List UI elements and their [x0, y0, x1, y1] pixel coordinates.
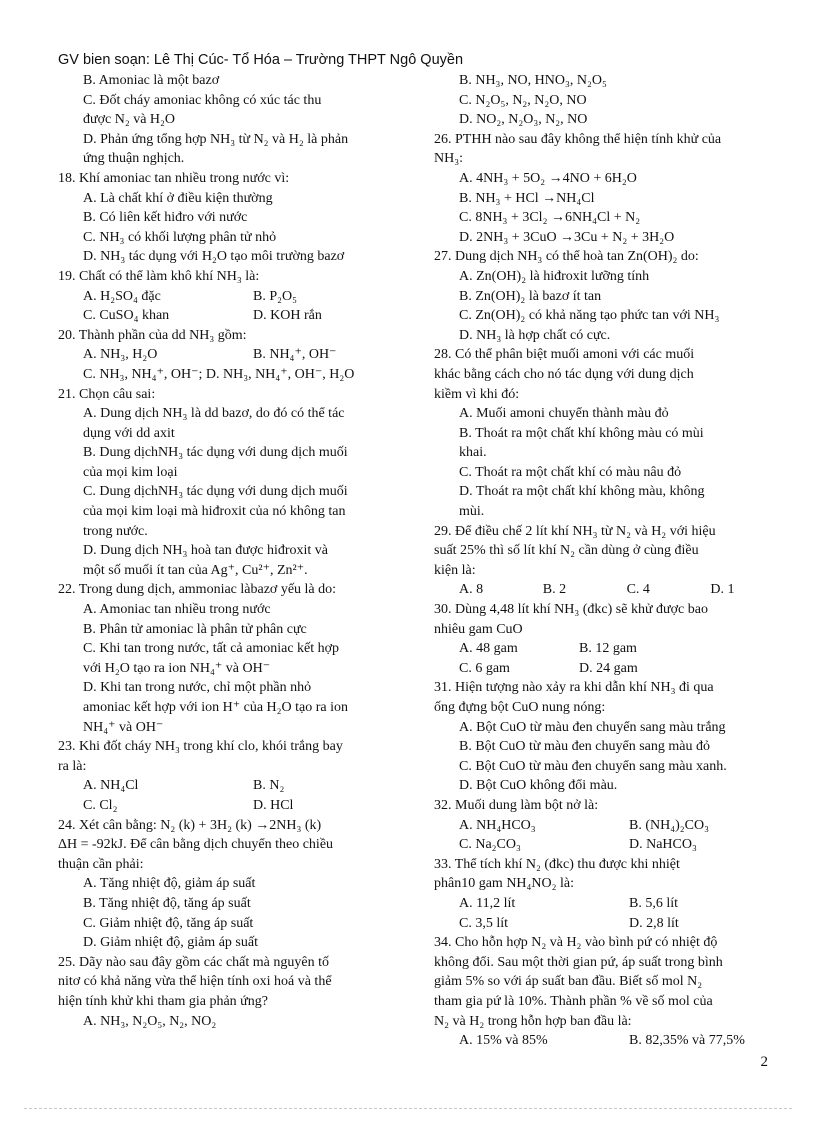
q20-option-cd: C. NH₃, NH₄⁺, OH⁻; D. NH₃, NH₄⁺, OH⁻, H₂O	[83, 366, 355, 382]
q22-option-d-cont2: NH₄⁺ và OH⁻	[83, 719, 164, 735]
q24-option-d: D. Giảm nhiệt độ, giảm áp suất	[83, 935, 258, 951]
q32-stem: 32. Muối dung làm bột nở là:	[434, 797, 599, 813]
q30-option-b: B. 12 gam	[579, 641, 637, 657]
q19-stem: 19. Chất có thể làm khô khí NH₃ là:	[58, 268, 260, 284]
question-25-continued	[434, 71, 769, 130]
q31-option-d: D. Bột CuO không đổi màu.	[459, 778, 618, 794]
question-32	[434, 796, 769, 855]
question-31	[434, 678, 769, 796]
q25-option-d: D. NO₂, N₂O₃, N₂, NO	[459, 112, 588, 128]
question-20	[58, 326, 418, 385]
question-34	[434, 933, 769, 1051]
q21-option-d-cont: một số muối ít tan của Ag⁺, Cu²⁺, Zn²⁺.	[83, 562, 308, 578]
q30-option-a: A. 48 gam	[459, 641, 518, 657]
footer-divider	[24, 1108, 792, 1109]
q30-stem-cont: nhiêu gam CuO	[434, 621, 523, 637]
q34-stem-cont4: N₂ và H₂ trong hỗn hợp ban đầu là:	[434, 1013, 632, 1029]
q17-option-c: C. Đốt cháy amoniac không có xúc tác thu	[83, 92, 322, 108]
q28-option-b: B. Thoát ra một chất khí không màu có mùi	[459, 425, 704, 441]
q17-option-b: B. Amoniac là một bazơ	[83, 73, 220, 88]
q27-option-d: D. NH₃ là hợp chất có cực.	[459, 327, 611, 343]
q26-stem-cont: NH₃:	[434, 151, 463, 167]
question-29	[434, 522, 769, 600]
q34-stem-cont: không đổi. Sau một thời gian pứ, áp suất trong bình	[434, 954, 723, 970]
q26-option-a: A. 4NH₃ + 5O₂ →4NO + 6H₂O	[459, 170, 637, 186]
q28-option-a: A. Muối amoni chuyển thành màu đỏ	[459, 406, 669, 422]
q23-stem-cont: ra là:	[58, 758, 87, 774]
q21-option-a: A. Dung dịch NH₃ là dd bazơ, do đó có thể tác	[83, 406, 345, 422]
q19-option-b: B. P₂O₅	[253, 288, 297, 304]
q29-option-c: C. 4	[626, 582, 650, 598]
q24-option-b: B. Tăng nhiệt độ, tăng áp suất	[83, 895, 251, 911]
q25-stem-cont: nitơ có khả năng vừa thể hiện tính oxi hoá và thể	[58, 974, 332, 990]
q18-option-b: B. Có liên kết hiđro với nước	[83, 210, 248, 226]
q21-stem: 21. Chọn câu sai:	[58, 386, 156, 402]
q22-stem: 22. Trong dung dịch, ammoniac làbazơ yếu là do:	[58, 582, 337, 598]
q34-stem-cont2: giảm 5% so với áp suất ban đầu. Biết số mol N₂	[434, 974, 703, 990]
q26-option-d: D. 2NH₃ + 3CuO →3Cu + N₂ + 3H₂O	[459, 229, 675, 245]
question-17-continued	[58, 71, 418, 169]
q21-option-b-cont: của mọi kim loại	[83, 464, 178, 480]
q26-option-c: C. 8NH₃ + 3Cl₂ →6NH₄Cl + N₂	[459, 210, 641, 226]
q31-option-a: A. Bột CuO từ màu đen chuyển sang màu trắng	[459, 719, 726, 735]
q17-option-c-cont: được N₂ và H₂O	[83, 112, 176, 128]
right-column	[434, 71, 769, 1051]
q29-stem: 29. Để điều chế 2 lít khí NH₃ từ N₂ và H₂ với hiệu	[434, 523, 716, 539]
q22-option-d: D. Khi tan trong nước, chỉ một phần nhỏ	[83, 680, 312, 696]
q24-option-a: A. Tăng nhiệt độ, giảm áp suất	[83, 876, 256, 892]
q28-stem: 28. Có thể phân biệt muối amoni với các muối	[434, 347, 695, 363]
q25-option-c: C. N₂O₅, N₂, N₂O, NO	[459, 92, 587, 108]
q31-stem: 31. Hiện tượng nào xảy ra khi dẫn khí NH₃ đi qua	[434, 680, 714, 696]
q18-option-c: C. NH₃ có khối lượng phân tử nhỏ	[83, 229, 277, 245]
q33-stem-cont: phân10 gam NH₄NO₂ là:	[434, 876, 575, 892]
q23-option-b: B. N₂	[253, 778, 285, 794]
question-30	[434, 600, 769, 678]
q27-option-a: A. Zn(OH)₂ là hiđroxit lưỡng tính	[459, 268, 650, 284]
q22-option-c: C. Khi tan trong nước, tất cả amoniac kết hợp	[83, 641, 340, 657]
q18-stem: 18. Khí amoniac tan nhiều trong nước vì:	[58, 170, 290, 186]
q21-option-b: B. Dung dịchNH₃ tác dụng với dung dịch muối	[83, 445, 348, 461]
q22-option-c-cont: với H₂O tạo ra ion NH₄⁺ và OH⁻	[83, 660, 271, 676]
q24-option-c: C. Giảm nhiệt độ, tăng áp suất	[83, 915, 254, 931]
q28-option-d-cont: mùi.	[459, 504, 485, 520]
q33-option-d: D. 2,8 lít	[629, 915, 679, 931]
q22-option-b: B. Phân tử amoniac là phân tử phân cực	[83, 621, 307, 637]
q31-option-c: C. Bột CuO từ màu đen chuyển sang màu xanh.	[459, 758, 727, 774]
q29-stem-cont: suất 25% thì số lít khí N₂ cần dùng ở cùng điều	[434, 543, 699, 559]
q29-option-b: B. 2	[542, 582, 567, 598]
question-24	[58, 816, 418, 953]
q21-option-a-cont: dụng với dd axit	[83, 425, 175, 441]
q25-stem-cont2: hiện tính khử khi tham gia phản ứng?	[58, 993, 268, 1009]
question-21	[58, 385, 418, 581]
q26-stem: 26. PTHH nào sau đây không thể hiện tính khử của	[434, 131, 722, 147]
q25-stem: 25. Dãy nào sau đây gồm các chất mà nguyên tố	[58, 954, 329, 970]
q34-stem-cont3: tham gia pứ là 10%. Thành phần % về số mol của	[434, 993, 713, 1009]
question-25	[58, 953, 418, 1031]
q22-option-d-cont: amoniac kết hợp với ion H⁺ của H₂O tạo ra ion	[83, 700, 349, 715]
q25-option-a: A. NH₃, N₂O₅, N₂, NO₂	[83, 1013, 217, 1029]
q33-option-c: C. 3,5 lít	[459, 915, 509, 931]
q29-stem-cont2: kiện là:	[434, 562, 476, 578]
q20-option-b: B. NH₄⁺, OH⁻	[253, 347, 337, 363]
q32-option-a: A. NH₄HCO₃	[459, 817, 536, 833]
q23-option-d: D. HCl	[253, 797, 294, 813]
q32-option-c: C. Na₂CO₃	[459, 837, 521, 853]
left-column	[58, 71, 418, 1031]
q34-option-a: A. 15% và 85%	[459, 1033, 548, 1049]
q33-option-a: A. 11,2 lít	[459, 895, 516, 911]
page-header: GV bien soạn: Lê Thị Cúc- Tổ Hóa – Trường THPT Ngô Quyền	[58, 52, 464, 68]
q27-option-c: C. Zn(OH)₂ có khả năng tạo phức tan với NH₃	[459, 308, 720, 324]
question-26	[434, 130, 769, 248]
q29-option-a: A. 8	[459, 582, 484, 598]
question-19	[58, 267, 418, 326]
q19-option-a: A. H₂SO₄ đặc	[83, 288, 161, 304]
q20-stem: 20. Thành phần của dd NH₃ gồm:	[58, 327, 247, 343]
q28-option-c: C. Thoát ra một chất khí có màu nâu đỏ	[459, 464, 682, 480]
q29-option-d: D. 1	[710, 582, 735, 598]
q25-option-b: B. NH₃, NO, HNO₃, N₂O₅	[459, 73, 607, 88]
q34-option-b: B. 82,35% và 77,5%	[629, 1033, 745, 1049]
q26-option-b: B. NH₃ + HCl →NH₄Cl	[459, 190, 595, 206]
q24-stem-cont: ΔH = -92kJ. Để cân bằng dịch chuyển theo chiều	[58, 837, 334, 853]
question-22	[58, 580, 418, 737]
q24-stem-cont2: thuận cần phải:	[58, 856, 144, 872]
question-33	[434, 855, 769, 933]
q28-option-d: D. Thoát ra một chất khí không màu, không	[459, 484, 705, 500]
q30-option-c: C. 6 gam	[459, 660, 510, 676]
q31-stem-cont: ống đựng bột CuO nung nóng:	[434, 700, 606, 715]
q21-option-c-cont: của mọi kim loại mà hiđroxit của nó không tan	[83, 504, 346, 520]
q30-option-d: D. 24 gam	[579, 660, 638, 676]
q21-option-d: D. Dung dịch NH₃ hoà tan được hiđroxit và	[83, 543, 328, 559]
q18-option-a: A. Là chất khí ở điều kiện thường	[83, 190, 273, 206]
q32-option-d: D. NaHCO₃	[629, 837, 697, 853]
q34-stem: 34. Cho hỗn hợp N₂ và H₂ vào bình pứ có nhiệt độ	[434, 935, 718, 951]
q22-option-a: A. Amoniac tan nhiều trong nước	[83, 602, 271, 618]
q33-option-b: B. 5,6 lít	[629, 895, 679, 911]
q21-option-c: C. Dung dịchNH₃ tác dụng với dung dịch muối	[83, 484, 348, 500]
q17-option-d-cont: ứng thuận nghịch.	[83, 151, 185, 167]
q20-option-a: A. NH₃, H₂O	[83, 347, 158, 363]
question-23	[58, 737, 418, 815]
q19-option-c: C. CuSO₄ khan	[83, 308, 170, 324]
question-28	[434, 345, 769, 521]
q27-option-b: B. Zn(OH)₂ là bazơ ít tan	[459, 288, 602, 304]
q28-option-b-cont: khai.	[459, 445, 487, 461]
q17-option-d: D. Phản ứng tổng hợp NH₃ từ N₂ và H₂ là phản	[83, 131, 349, 147]
q27-stem: 27. Dung dịch NH₃ có thể hoà tan Zn(OH)₂ do:	[434, 249, 699, 265]
q23-option-c: C. Cl₂	[83, 797, 118, 813]
question-18	[58, 169, 418, 267]
q30-stem: 30. Dùng 4,48 lít khí NH₃ (đkc) sẽ khử được bao	[434, 602, 708, 618]
q19-option-d: D. KOH rắn	[253, 308, 322, 324]
q28-stem-cont2: kiềm vì khi đó:	[434, 386, 520, 402]
q21-option-c-cont2: trong nước.	[83, 523, 148, 539]
q24-stem: 24. Xét cân bằng: N₂ (k) + 3H₂ (k) →2NH₃ (k)	[58, 817, 322, 833]
q23-option-a: A. NH₄Cl	[83, 778, 139, 794]
q23-stem: 23. Khi đốt cháy NH₃ trong khí clo, khói trắng bay	[58, 739, 343, 755]
q28-stem-cont: khác bằng cách cho nó tác dụng với dung dịch	[434, 366, 694, 382]
q32-option-b: B. (NH₄)₂CO₃	[629, 817, 709, 833]
q18-option-d: D. NH₃ tác dụng với H₂O tạo môi trường bazơ	[83, 249, 345, 265]
page-number: 2	[760, 1054, 768, 1070]
question-27	[434, 247, 769, 345]
q33-stem: 33. Thể tích khí N₂ (đkc) thu được khi nhiệt	[434, 856, 680, 872]
q31-option-b: B. Bột CuO từ màu đen chuyển sang màu đỏ	[459, 739, 711, 755]
